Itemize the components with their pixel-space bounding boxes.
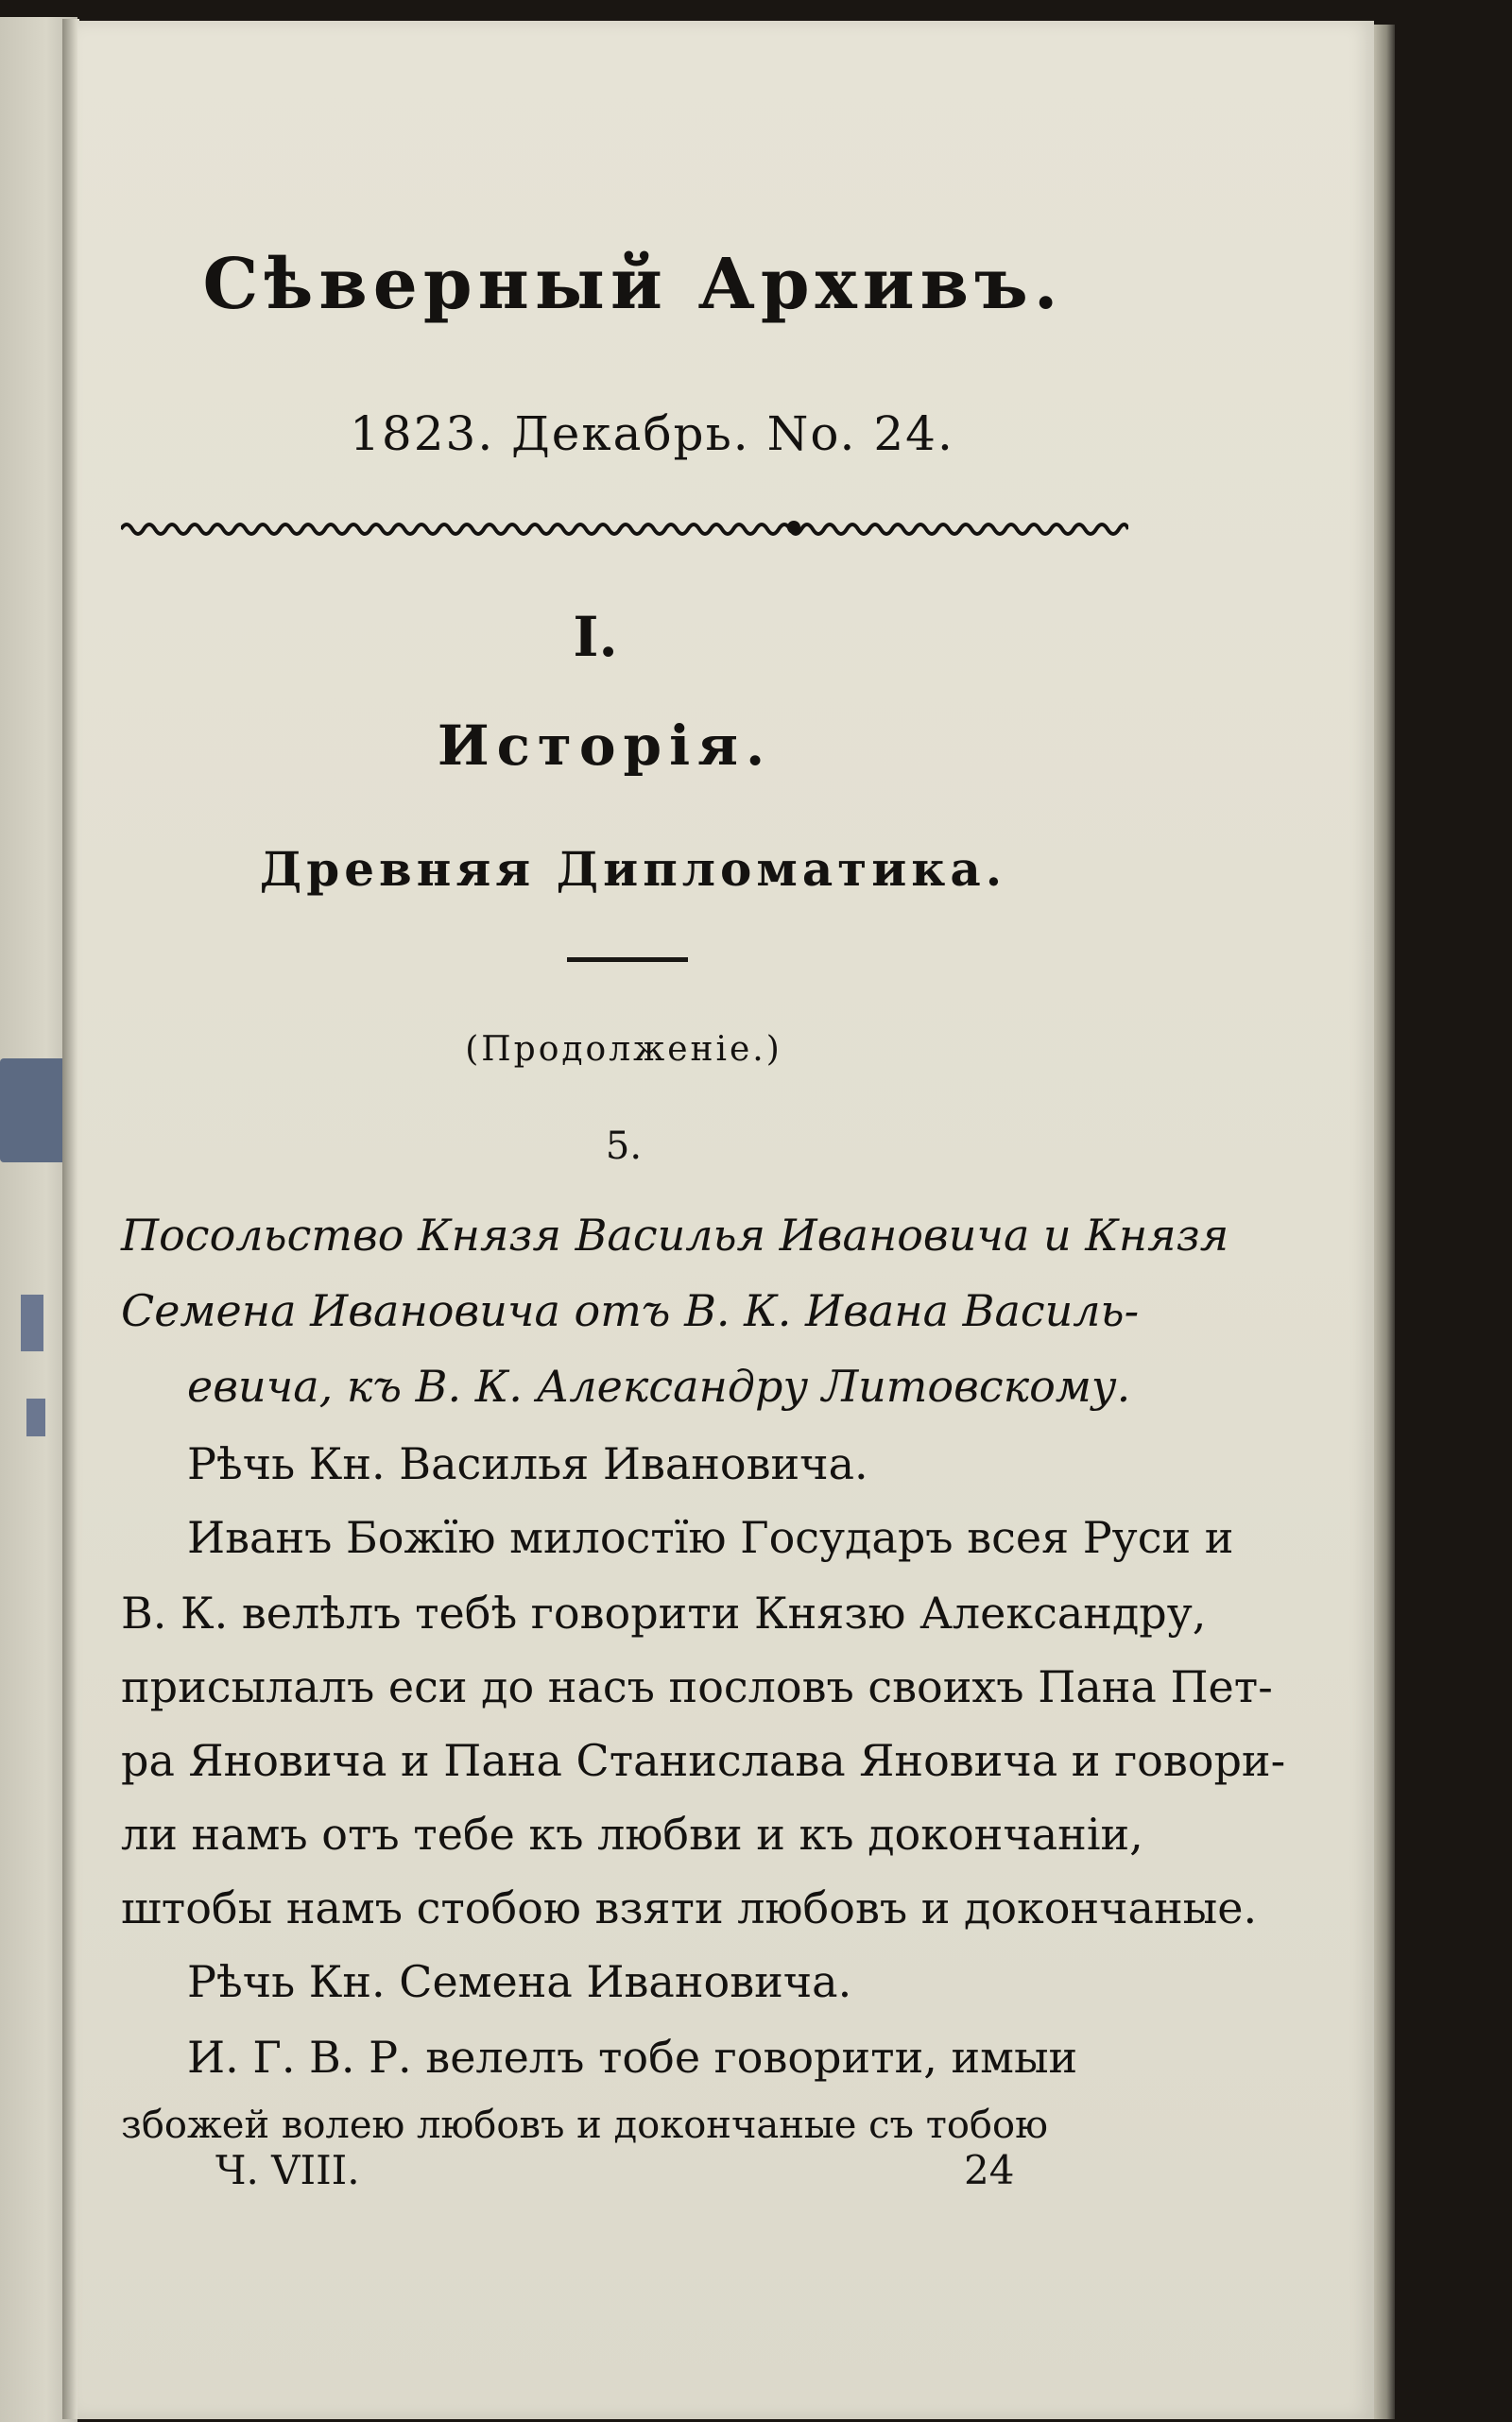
body-line: ли намъ отъ тебе къ любви и къ докончанiи, xyxy=(121,1809,1143,1860)
document-heading-line: Посольство Князя Василья Ивановича и Князя xyxy=(121,1210,1229,1261)
body-line: штобы намъ стобою взяти любовъ и докончаные. xyxy=(121,1882,1258,1933)
body-line: В. К. велѣлъ тебѣ говорити Князю Александру, xyxy=(121,1588,1207,1639)
speech-heading: Рѣчь Кн. Василья Ивановича. xyxy=(187,1438,868,1489)
body-line: ра Яновича и Пана Станислава Яновича и говори- xyxy=(121,1735,1286,1786)
subsection-title: Древняя Дипломатика. xyxy=(259,841,1007,897)
body-line: збожей волею любовъ и докончаные съ тобою xyxy=(121,2104,1048,2147)
document-heading-line: евича, къ В. К. Александру Литовскому. xyxy=(187,1361,1131,1412)
body-line: присылалъ еси до насъ пословъ своихъ Пана Пет- xyxy=(121,1661,1273,1712)
speech-heading: Рѣчь Кн. Семена Ивановича. xyxy=(187,1956,852,2007)
section-title: Исторія. xyxy=(437,713,773,778)
document-heading-line: Семена Ивановича отъ В. К. Ивана Василь- xyxy=(121,1285,1140,1336)
document-number: 5. xyxy=(605,1125,643,1168)
divider-rule xyxy=(567,957,688,962)
journal-title: Сѣверный Архивъ. xyxy=(202,244,1064,325)
ornamental-rule xyxy=(121,516,1128,541)
body-line: И. Г. В. Р. велелъ тобе говорити, имыи xyxy=(187,2032,1078,2083)
body-line: Иванъ Божїю милостїю Государъ всея Руси и xyxy=(187,1512,1234,1563)
issue-line: 1823. Декабрь. No. 24. xyxy=(350,406,954,461)
signature-mark: Ч. VIII. xyxy=(215,2147,360,2193)
section-number: I. xyxy=(573,605,618,669)
page-mark: 24 xyxy=(964,2147,1015,2193)
continued-note: (Продолженіе.) xyxy=(465,1030,782,1069)
